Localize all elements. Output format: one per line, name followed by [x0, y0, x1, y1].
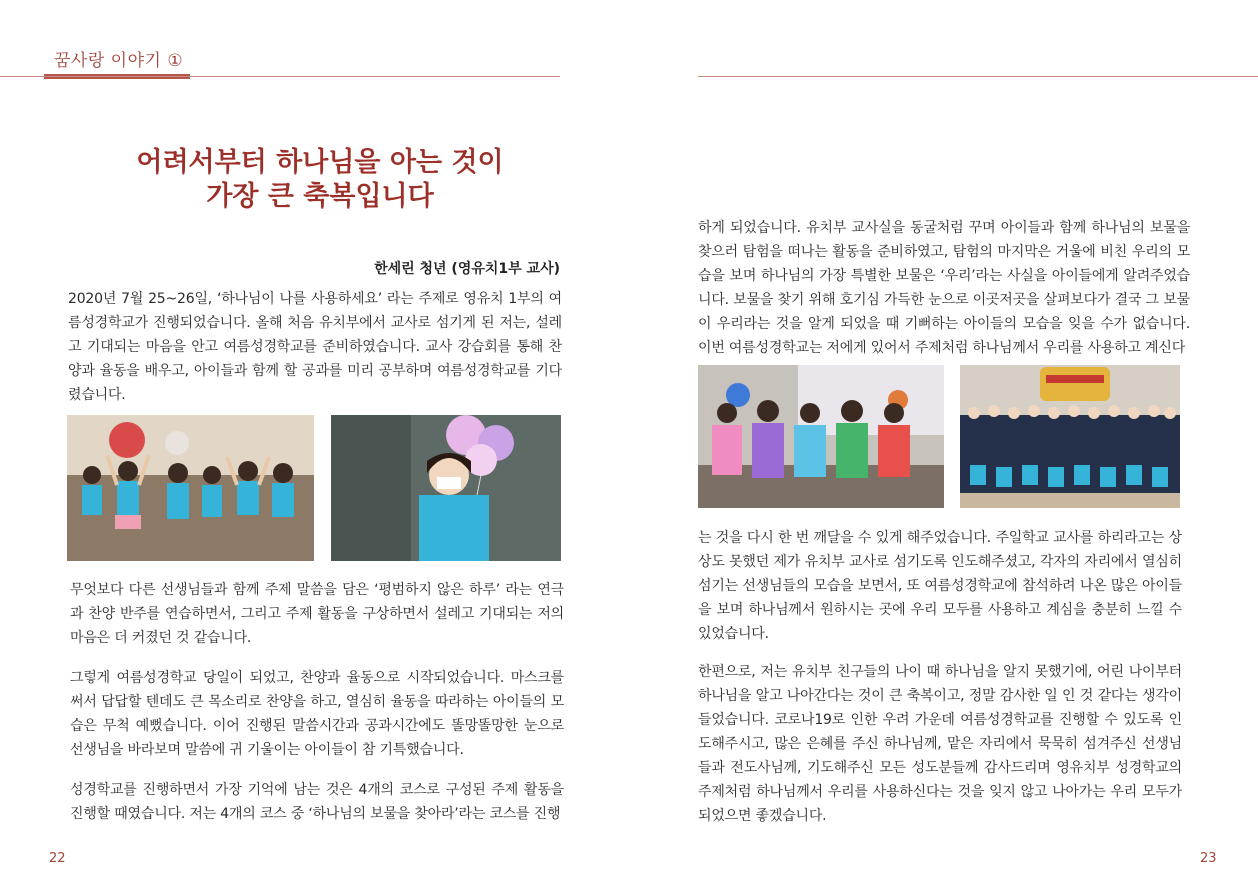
article-author: 한세린 청년 (영유치1부 교사)	[374, 261, 560, 277]
right-paragraph-1: 하게 되었습니다. 유치부 교사실을 동굴처럼 꾸며 아이들과 함께 하나님의 보물을 찾으러 탐험을 떠나는 활동을 준비하였고, 탐험의 마지막은 거울에 비친 우리의 모습을 보며 하나님의 가장 특별한 보물은 ‘우리’라는 사실을 아이들에게 알려주었습니다. 보물을 찾기 위해 호기심 가득한 눈으로 이곳저곳을 살펴보다가 결국 그 보물이 우리라는 것을 알게 되었을 때 기뻐하는 아이들의 모습을 잊을 수가 없습니다. 이번 여름성경학교는 저에게 있어서 주제처럼 하나님께서 우리를 사용하고 계신다	[698, 220, 1190, 356]
right-header-rule	[698, 76, 1258, 77]
left-paragraph-3: 그렇게 여름성경학교 당일이 되었고, 찬양과 율동으로 시작되었습니다. 마스크를 써서 답답할 텐데도 큰 목소리로 찬양을 하고, 열심히 율동을 따라하는 아이들의 모습은 무척 예뻤습니다. 이어 진행된 말씀시간과 공과시간에도 똘망똘망한 눈으로 선생님을 바라보며 말씀에 귀 기울이는 아이들이 참 기특했습니다.	[70, 670, 564, 758]
right-paragraph-3: 한편으로, 저는 유치부 친구들의 나이 때 하나님을 알지 못했기에, 어린 나이부터 하나님을 알고 나아간다는 것이 큰 축복이고, 정말 감사한 일 인 것 같다는 생각이 들었습니다. 코로나19로 인한 우려 가운데 여름성경학교를 진행할 수 있도록 인도해주시고, 많은 은혜를 주신 하나님께, 맡은 자리에서 묵묵히 섬겨주신 선생님들과 전도사님께, 기도해주신 모든 성도분들께 감사드리며 영유치부 성경학교의 주제처럼 하나님께서 우리를 사용하신다는 것을 잊지 않고 나아가는 우리 모두가 되었으면 좋겠습니다.	[698, 664, 1182, 824]
photo-group-of-teachers-and-children	[960, 365, 1180, 508]
article-title	[60, 146, 580, 214]
left-paragraph-4: 성경학교를 진행하면서 가장 기억에 남는 것은 4개의 코스로 구성된 주제 활동을 진행할 때였습니다. 저는 4개의 코스 중 ‘하나님의 보물을 찾아라’라는 코스를 진행	[70, 782, 564, 822]
left-paragraph-1: 2020년 7월 25~26일, ‘하나님이 나를 사용하세요’ 라는 주제로 영유치 1부의 여름성경학교가 진행되었습니다. 올해 처음 유치부에서 교사로 섬기게 된 저는, 설레고 기대되는 마음을 안고 여름성경학교를 준비하였습니다. 교사 강습회를 통해 찬양과 율동을 배우고, 아이들과 함께 할 공과를 미리 공부하며 여름성경학교를 기다렸습니다.	[68, 291, 562, 403]
page-number-left: 22	[49, 851, 66, 866]
article-title-line1: 어려서부터 하나님을 아는 것이	[136, 147, 504, 178]
photo-children-dancing	[67, 415, 314, 561]
page-number-right: 23	[1200, 851, 1217, 866]
left-header-rule	[0, 76, 560, 77]
section-label: 꿈사랑 이야기 ①	[54, 51, 184, 71]
article-title-line2: 가장 큰 축복입니다	[206, 181, 434, 212]
photo-children-painted	[698, 365, 944, 508]
photo-girl-with-balloons	[331, 415, 561, 561]
right-paragraph-2: 는 것을 다시 한 번 깨달을 수 있게 해주었습니다. 주일학교 교사를 하리라고는 상상도 못했던 제가 유치부 교사로 섬기도록 인도해주셨고, 각자의 자리에서 열심히 섬기는 선생님들의 모습을 보면서, 또 여름성경학교에 참석하려 나온 많은 아이들을 보며 하나님께서 원하시는 곳에 우리 모두를 사용하고 계심을 충분히 느낄 수 있었습니다.	[698, 530, 1182, 642]
left-paragraph-2: 무엇보다 다른 선생님들과 함께 주제 말씀을 담은 ‘평범하지 않은 하루’ 라는 연극과 찬양 반주를 연습하면서, 그리고 주제 활동을 구상하면서 설레고 기대되는 저의 마음은 더 커졌던 것 같습니다.	[70, 582, 564, 646]
